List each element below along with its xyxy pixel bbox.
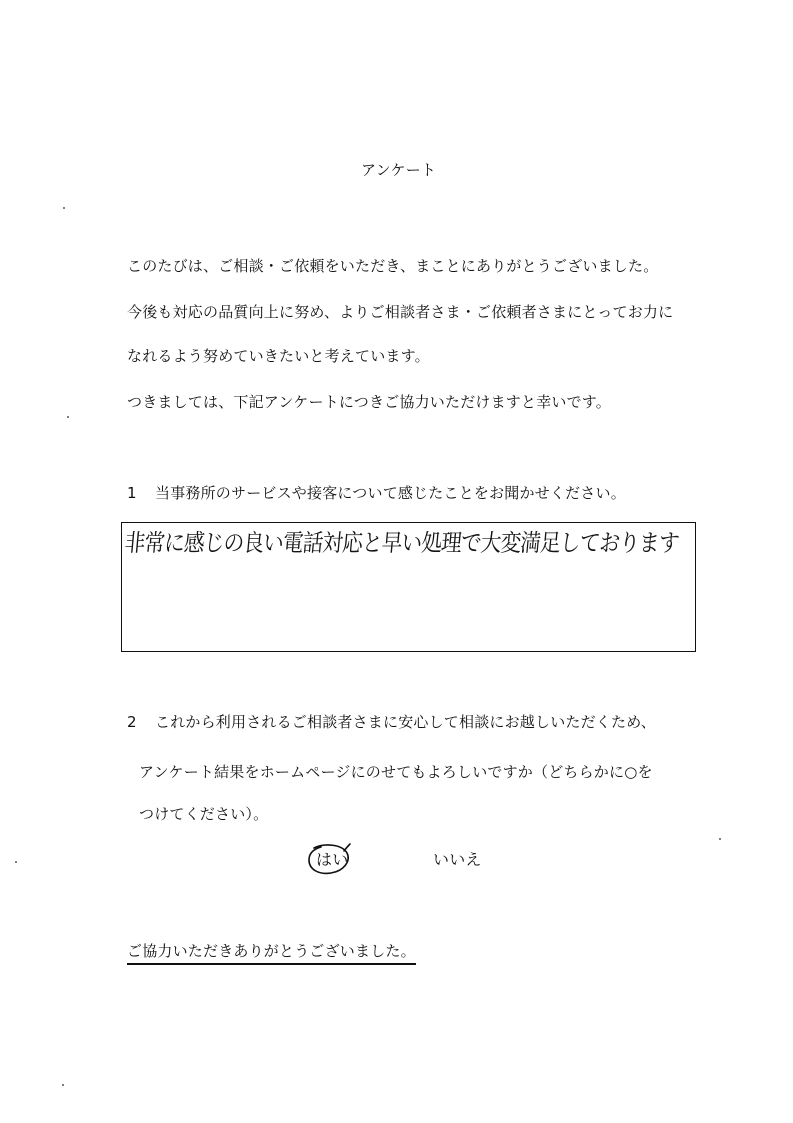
question-1-answer-box[interactable] <box>121 522 696 652</box>
scan-speck <box>15 861 17 863</box>
question-2-text-1: これから利用されるご相談者さまに安心して相談にお越しいただくため、 <box>155 713 657 731</box>
intro-line-4: つきましては、下記アンケートにつきご協力いただけますと幸いです。 <box>127 393 612 411</box>
scan-speck <box>67 416 69 418</box>
intro-line-2: 今後も対応の品質向上に努め、よりご相談者さま・ご依頼者さまにとってお力に <box>127 303 674 321</box>
option-yes[interactable]: はい <box>316 850 349 869</box>
scan-speck <box>62 1084 64 1086</box>
closing-message: ご協力いただきありがとうございました。 <box>127 942 416 965</box>
question-2-line-3: つけてください）。 <box>139 805 269 823</box>
question-1 <box>127 484 626 502</box>
question-2-line-2: アンケート結果をホームページにのせてもよろしいですか（どちらかに○を <box>139 763 653 781</box>
question-2-line-1 <box>127 713 656 731</box>
question-1-text: 当事務所のサービスや接客について感じたことをお聞かせください。 <box>155 484 626 502</box>
scan-speck <box>719 838 721 840</box>
scan-speck <box>63 207 65 209</box>
intro-line-1: このたびは、ご相談・ご依頼をいただき、まことにありがとうございました。 <box>127 257 659 275</box>
question-2-number: 2 <box>127 713 137 731</box>
question-1-handwritten-answer: 非常に感じの良い電話対応と早い処理で大変満足しております <box>123 529 680 557</box>
question-1-number: 1 <box>127 484 137 502</box>
survey-title: アンケート <box>361 161 437 179</box>
intro-line-3: なれるよう努めていきたいと考えています。 <box>127 347 430 365</box>
option-no[interactable]: いいえ <box>433 850 482 869</box>
